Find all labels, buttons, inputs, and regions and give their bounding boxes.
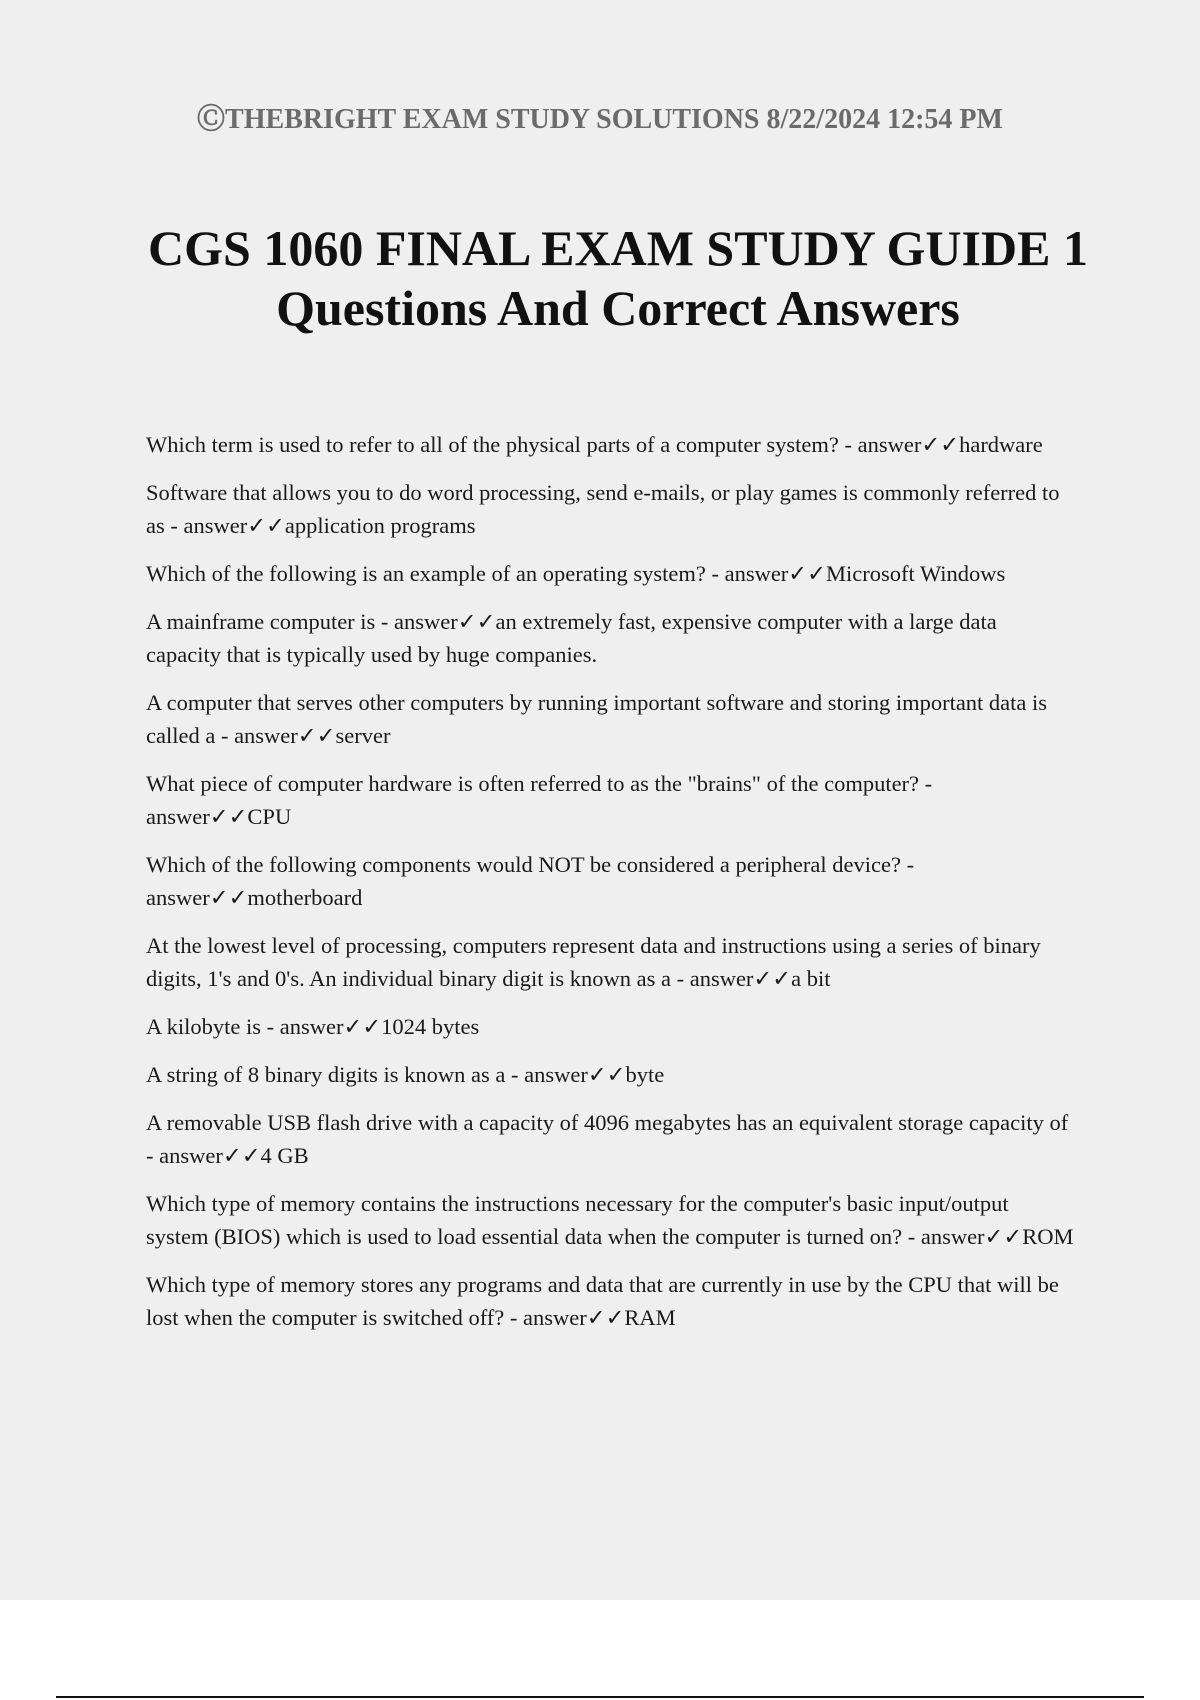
qa-item-6: What piece of computer hardware is often referred to as the "brains" of the computer? - answer✓✓CPU — [146, 771, 933, 829]
qa-item-4: A mainframe computer is - answer✓✓an extremely fast, expensive computer with a large data capacity that is typically used by huge companies. — [146, 609, 997, 667]
question-answer-list — [146, 428, 1076, 1349]
qa-item-5: A computer that serves other computers by running important software and storing important data is called a - answer✓✓server — [146, 690, 1048, 748]
qa-item-13: Which type of memory stores any programs and data that are currently in use by the CPU that will be lost when the computer is switched off? - answer✓✓RAM — [146, 1272, 1059, 1330]
page-title — [100, 218, 1136, 338]
qa-item-10: A string of 8 binary digits is known as a - answer✓✓byte — [146, 1062, 665, 1087]
qa-item-8: At the lowest level of processing, computers represent data and instructions using a series of binary digits, 1's and 0's. An individual binary digit is known as a - answer✓✓a bit — [146, 933, 1041, 991]
qa-item-12: Which type of memory contains the instructions necessary for the computer's basic input/output system (BIOS) which is used to load essential data when the computer is turned on? - answer✓✓ROM — [146, 1191, 1074, 1249]
document-header: ⒸTHEBRIGHT EXAM STUDY SOLUTIONS 8/22/2024 12:54 PM — [197, 104, 1003, 135]
title-line-1: CGS 1060 FINAL EXAM STUDY GUIDE 1 — [148, 220, 1088, 276]
qa-item-11: A removable USB flash drive with a capacity of 4096 megabytes has an equivalent storage capacity of - answer✓✓4 GB — [146, 1110, 1069, 1168]
qa-item-7: Which of the following components would NOT be considered a peripheral device? - answer✓✓motherboard — [146, 852, 915, 910]
qa-item-1: Which term is used to refer to all of the physical parts of a computer system? - answer✓✓hardware — [146, 432, 1043, 457]
qa-item-3: Which of the following is an example of an operating system? - answer✓✓Microsoft Windows — [146, 561, 1006, 586]
qa-item-2: Software that allows you to do word processing, send e-mails, or play games is commonly referred to as - answer✓✓application programs — [146, 480, 1060, 538]
title-line-2: Questions And Correct Answers — [276, 280, 960, 336]
qa-item-9: A kilobyte is - answer✓✓1024 bytes — [146, 1014, 480, 1039]
footer-divider — [56, 1696, 1144, 1698]
